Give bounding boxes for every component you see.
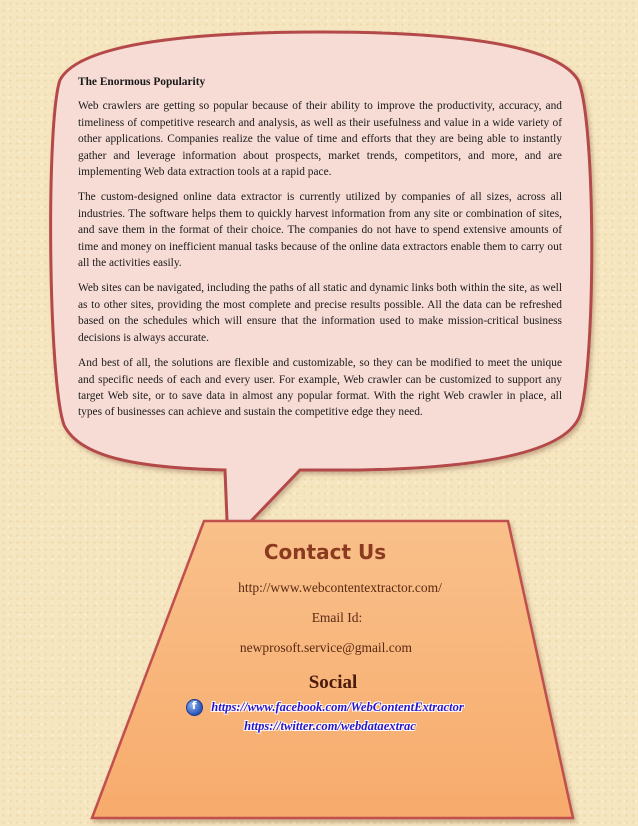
- article-paragraph-3: Web sites can be navigated, including the paths of all static and dynamic links both within the site, as well as to other sites, providing the most complete and precise results possible. All the data can be refreshed based on the schedules which will ensure that the information used to make mission-critical business decisions is always accurate.: [78, 282, 562, 344]
- facebook-icon[interactable]: [186, 699, 203, 716]
- facebook-row: [150, 698, 500, 717]
- website-link[interactable]: http://www.webcontentextractor.com/: [238, 580, 442, 595]
- article-paragraph-2: The custom-designed online data extractor is currently utilized by companies of all sizes, across all industries. The software helps them to quickly harvest information from any site or combination of sites, and save them in the format of their choice. The companies do not have to spend extensive amounts of time and money on inefficient manual tasks because of the online data extractors enable them to carry out all the activities easily.: [78, 191, 562, 270]
- email-label: Email Id:: [311, 610, 363, 625]
- twitter-link[interactable]: https://twitter.com/webdataextrac: [244, 719, 416, 733]
- article-title: The Enormous Popularity: [78, 76, 206, 88]
- facebook-link[interactable]: https://www.facebook.com/WebContentExtractor: [211, 700, 464, 714]
- twitter-row: [160, 717, 500, 736]
- social-heading: Social: [308, 672, 358, 693]
- article-paragraph-1: Web crawlers are getting so popular because of their ability to improve the productivity, accuracy, and timeliness of competitive research and analysis, as well as their usefulness and value in a wide variety of other applications. Companies realize the value of time and efforts that they are being able to instantly gather and leverage information about prospects, market trends, competitors, and more, and are implementing Web data extraction tools at a rapid pace.: [78, 100, 562, 179]
- article-paragraph-4: And best of all, the solutions are flexible and customizable, so they can be modified to meet the unique and specific needs of each and every user. For example, Web crawler can be customized to support any target Web site, or to save data in almost any popular format. With the right Web crawler in place, all types of businesses can achieve and sustain the competitive edge they need.: [78, 357, 562, 419]
- contact-heading: Contact Us: [263, 540, 387, 564]
- email-address[interactable]: newprosoft.service@gmail.com: [239, 640, 413, 655]
- contact-section: [160, 540, 500, 736]
